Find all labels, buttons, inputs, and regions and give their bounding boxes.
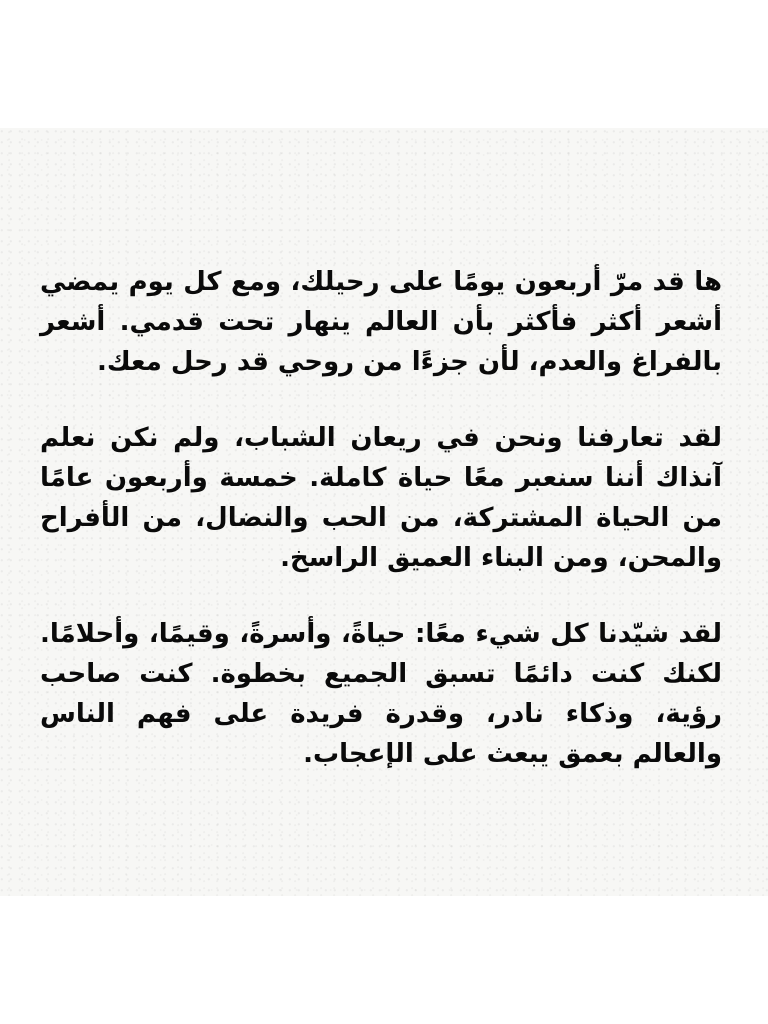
paragraph-1: ها قد مرّ أربعون يومًا على رحيلك، ومع كل يوم يمضي أشعر أكثر فأكثر بأن العالم ينهار تحت قدمي. أشعر بالفراغ والعدم، لأن جزءًا من روحي قد رحل معك. — [40, 267, 722, 377]
letter-text — [40, 262, 722, 810]
paragraph-2: لقد تعارفنا ونحن في ريعان الشباب، ولم نكن نعلم آنذاك أننا سنعبر معًا حياة كاملة. خمسة وأربعون عامًا من الحياة المشتركة، من الحب والنضال، من الأفراح والمحن، ومن البناء العميق الراسخ. — [40, 423, 722, 573]
paragraph-3: لقد شيّدنا كل شيء معًا: حياةً، وأسرةً، وقيمًا، وأحلامًا. لكنك كنت دائمًا تسبق الجميع بخطوة. كنت صاحب رؤية، وذكاء نادر، وقدرة فريدة على فهم الناس والعالم بعمق يبعث على الإعجاب. — [40, 619, 722, 769]
